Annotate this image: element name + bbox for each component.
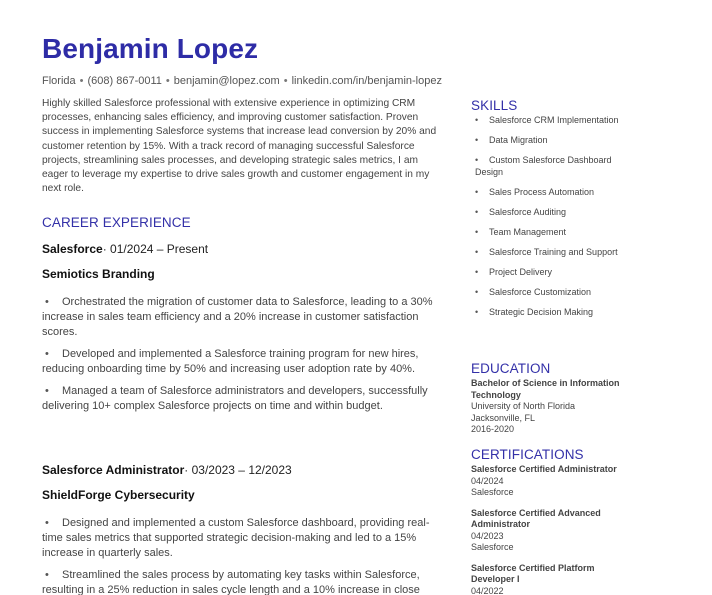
education-dates: 2016-2020 [471, 424, 515, 434]
contact-separator: • [165, 75, 170, 87]
skill-text: Salesforce Auditing [489, 207, 567, 217]
skill-item [471, 226, 631, 238]
bullet-icon: • [475, 287, 479, 297]
skill-text: Salesforce Training and Support [489, 247, 618, 257]
candidate-name: Benjamin Lopez [42, 33, 259, 64]
job-role: Salesforce [42, 242, 103, 256]
job-company: Semiotics Branding [42, 267, 155, 281]
skill-text: Team Management [489, 227, 567, 237]
education-degree: Bachelor of Science in Information Technology [471, 378, 620, 400]
job-dates: · 01/2024 – Present [102, 242, 209, 256]
job-entry [42, 462, 448, 595]
contact-phone: (608) 867-0011 [87, 75, 162, 87]
contact-email[interactable]: benjamin@lopez.com [173, 75, 280, 87]
bullet-icon: • [45, 517, 49, 529]
bullet-icon: • [475, 267, 479, 277]
job-entry [42, 241, 448, 421]
contact-separator: • [79, 75, 84, 87]
skill-text: Sales Process Automation [489, 187, 595, 197]
certification-issuer: Salesforce [471, 487, 514, 497]
education-entry [471, 378, 631, 436]
career-experience-heading: CAREER EXPERIENCE [42, 215, 191, 230]
certification-entry [471, 508, 631, 554]
professional-summary: Highly skilled Salesforce professional with extensive experience in optimizing CRM processes, enhancing sales efficiency, and improving customer satisfaction. Proven success in implementing Salesforce systems that increase lead conversion by 20% and customer retention by 15%. With a track record of managing successful Salesforce projects, streamlining sales processes, and developing strategic sales metrics, I am eager to leverage my expertise to drive sales growth and customer engagement in my next role. [42, 98, 437, 195]
certification-name: Salesforce Certified Administrator [471, 464, 617, 474]
skills-section [471, 98, 631, 326]
skill-text: Data Migration [489, 135, 548, 145]
education-location: Jacksonville, FL [471, 412, 536, 423]
bullet-icon: • [45, 296, 49, 308]
certification-entry [471, 563, 631, 595]
certification-date: 04/2023 [471, 530, 504, 541]
certifications-heading: CERTIFICATIONS [471, 447, 584, 462]
bullet-icon: • [475, 307, 479, 317]
contact-location: Florida [42, 75, 76, 87]
contact-separator: • [283, 75, 288, 87]
bullet-icon: • [45, 569, 49, 581]
bullet-icon: • [475, 187, 479, 197]
job-bullet [42, 295, 448, 340]
skill-text: Salesforce CRM Implementation [489, 115, 619, 125]
skill-text: Strategic Decision Making [489, 307, 594, 317]
job-bullets [42, 516, 448, 595]
job-role: Salesforce Administrator [42, 463, 185, 477]
job-title-line [42, 462, 448, 478]
job-bullet-text: Designed and implemented a custom Salesforce dashboard, providing real-time sales metrics that supported strategic decision-making and led to a 15% increase in quarterly sales. [42, 517, 430, 559]
skill-item [471, 306, 631, 318]
certification-date: 04/2024 [471, 475, 504, 486]
contact-linkedin[interactable]: linkedin.com/in/benjamin-lopez [291, 75, 442, 87]
job-bullet-text: Developed and implemented a Salesforce training program for new hires, reducing onboarding time by 50% and increasing user adoption rate by 40%. [42, 348, 419, 375]
job-bullet-text: Managed a team of Salesforce administrators and developers, successfully delivering 10+ complex Salesforce projects on time and within budget. [42, 385, 428, 412]
skills-heading: SKILLS [471, 98, 518, 113]
bullet-icon: • [475, 115, 479, 125]
job-dates: · 03/2023 – 12/2023 [184, 463, 292, 477]
job-title-line [42, 241, 448, 257]
job-bullet [42, 516, 448, 561]
bullet-icon: • [475, 155, 479, 165]
bullet-icon: • [475, 135, 479, 145]
skill-item [471, 246, 631, 258]
education-section [471, 361, 631, 436]
certification-issuer: Salesforce [471, 542, 514, 552]
skill-item [471, 186, 631, 198]
skill-item [471, 154, 631, 178]
bullet-icon: • [475, 247, 479, 257]
job-bullets [42, 295, 448, 414]
job-bullet-text: Streamlined the sales process by automating key tasks within Salesforce, resulting in a 25% reduction in sales cycle length and a 10% increase in close [42, 569, 420, 595]
skill-text: Custom Salesforce Dashboard Design [475, 155, 612, 177]
education-heading: EDUCATION [471, 361, 551, 376]
certification-name: Salesforce Certified Platform Developer I [471, 562, 595, 584]
bullet-icon: • [475, 207, 479, 217]
job-bullet-text: Orchestrated the migration of customer data to Salesforce, leading to a 30% increase in sales team efficiency and a 20% increase in customer satisfaction scores. [42, 296, 433, 338]
skill-item [471, 266, 631, 278]
job-bullet [42, 347, 448, 377]
education-school: University of North Florida [471, 401, 576, 411]
skills-list [471, 114, 631, 318]
job-company: ShieldForge Cybersecurity [42, 488, 195, 502]
skill-item [471, 286, 631, 298]
skill-item [471, 114, 631, 126]
certification-name: Salesforce Certified Advanced Administrator [471, 507, 601, 529]
bullet-icon: • [475, 227, 479, 237]
certifications-section [471, 447, 631, 595]
certification-entry [471, 464, 631, 499]
contact-line [42, 75, 442, 87]
skill-item [471, 134, 631, 146]
skill-text: Project Delivery [489, 267, 553, 277]
bullet-icon: • [45, 385, 49, 397]
certification-date: 04/2022 [471, 585, 504, 595]
skill-text: Salesforce Customization [489, 287, 592, 297]
certifications-list [471, 464, 631, 595]
bullet-icon: • [45, 348, 49, 360]
job-bullet [42, 568, 448, 595]
skill-item [471, 206, 631, 218]
job-bullet [42, 384, 448, 414]
